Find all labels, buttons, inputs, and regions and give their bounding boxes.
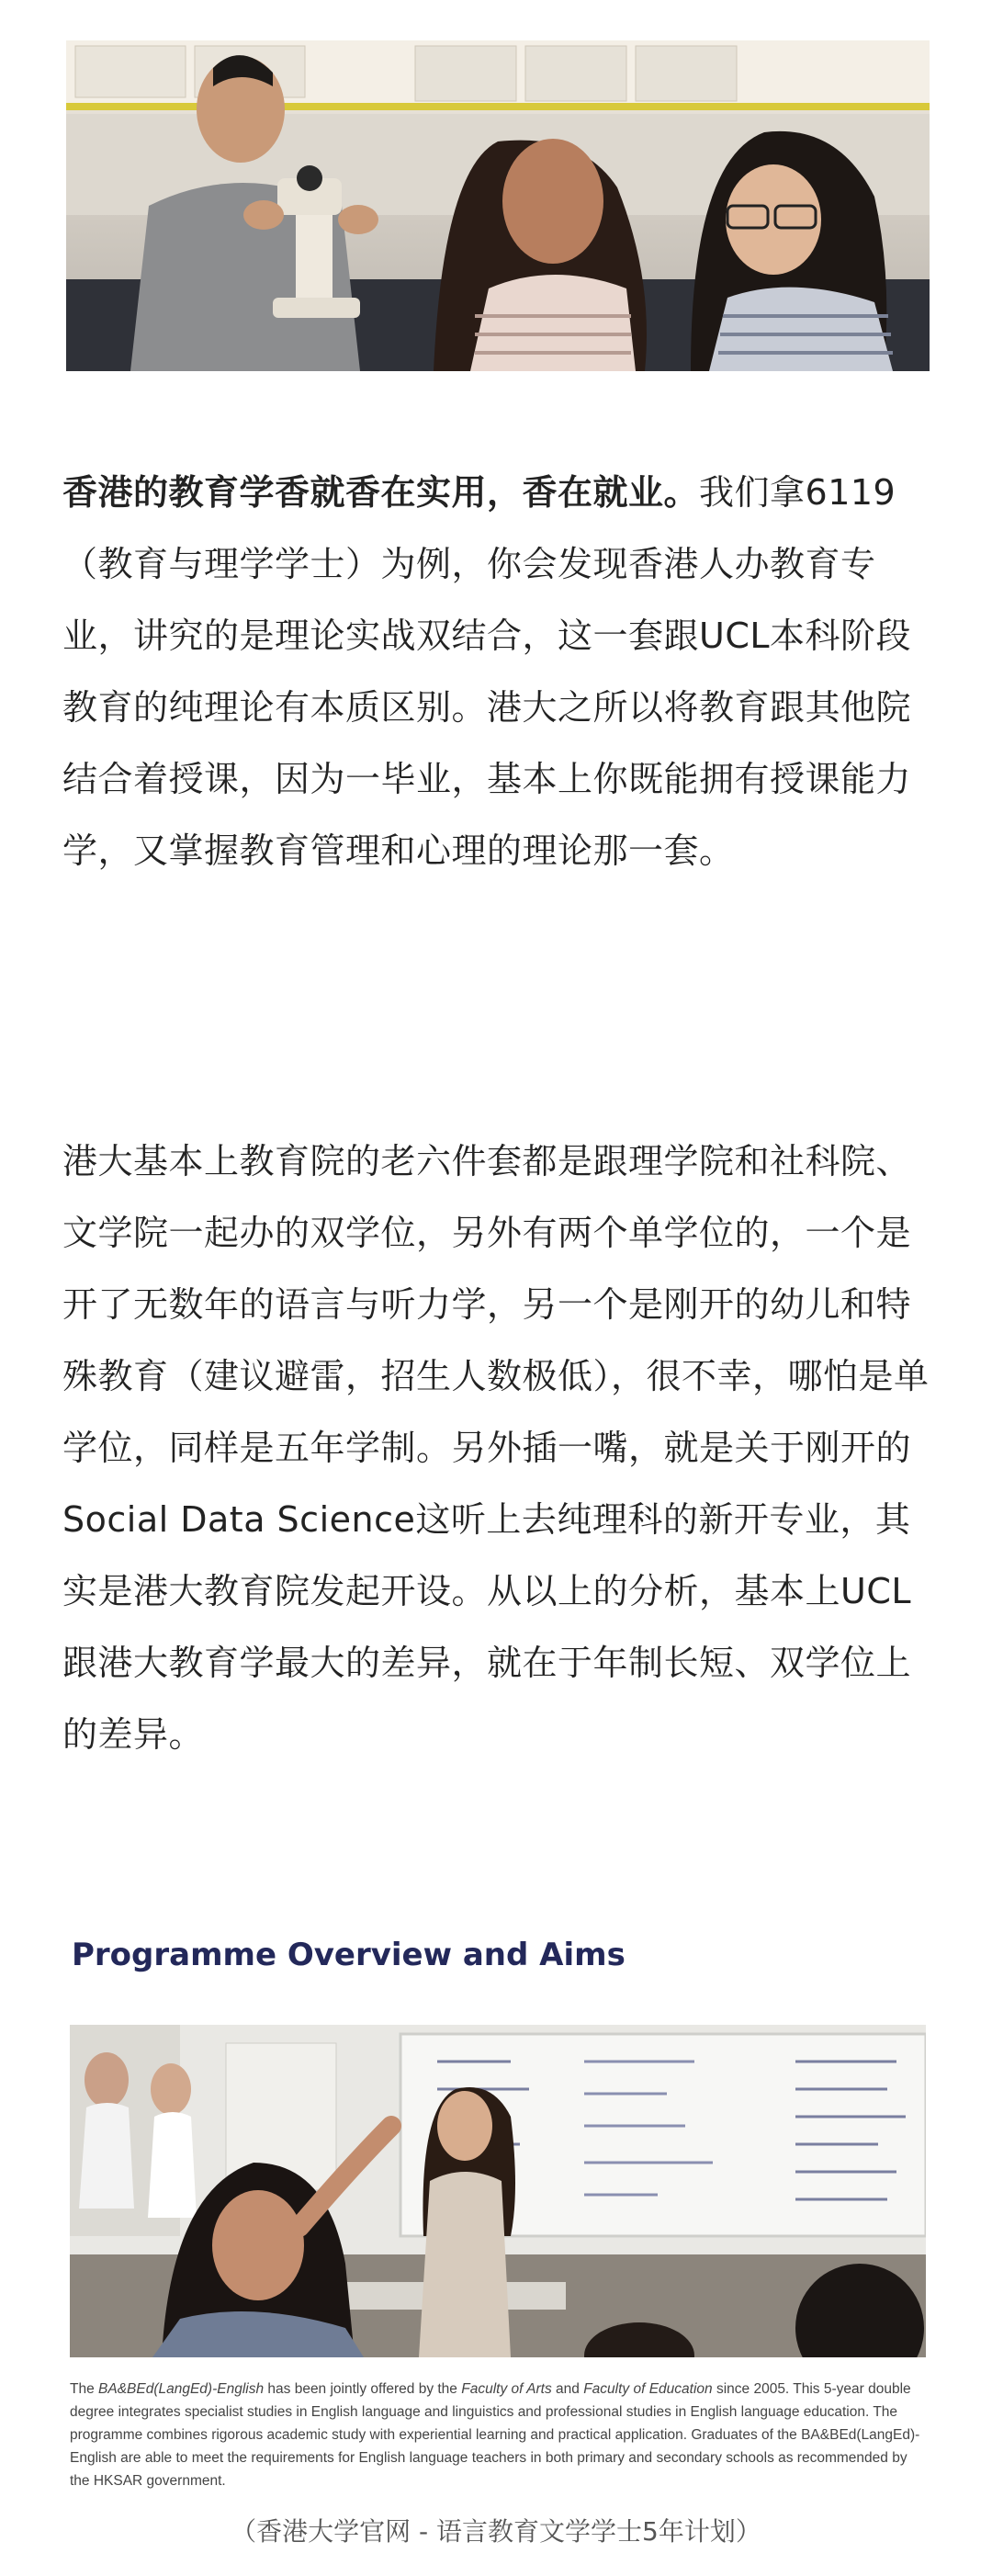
paragraph-intro-body: 我们拿6119（教育与理学学士）为例，你会发现香港人办教育专业，讲究的是理论实战双结合，这一套跟UCL本科阶段教育的纯理论有本质区别。港大之所以将教育跟其他院结合着授课，因为一毕业，基本上你既能拥有授课能力学，又掌握教育管理和心理的理论那一套。 [62, 472, 912, 871]
classroom-photo-illustration [70, 2025, 926, 2357]
paragraph-comparison [62, 1125, 933, 1770]
paragraph-intro [62, 457, 933, 887]
caption-programme-name: BA&BEd(LangEd)-English [98, 2381, 265, 2397]
caption-text: The [70, 2381, 99, 2397]
programme-caption [70, 2378, 926, 2492]
classroom-photo [70, 2025, 926, 2357]
caption-faculty-arts: Faculty of Arts [461, 2381, 552, 2397]
paragraph-intro-lead: 香港的教育学香就香在实用，香在就业。 [62, 472, 700, 513]
caption-text: since 2005. This 5-year double degree integrates specialist studies in English language and linguistics and professional studies in English language education. The programme combines rigorous academic study with experiential learning and practical application. Graduates of the BA&BEd(LangEd)-English are able to meet the requirements for English language teachers in both primary and secondary schools as recommended by the HKSAR government. [70, 2381, 920, 2489]
paragraph-comparison-body: 港大基本上教育院的老六件套都是跟理学院和社科院、文学院一起办的双学位，另外有两个单学位的，一个是开了无数年的语言与听力学，另一个是刚开的幼儿和特殊教育（建议避雷，招生人数极低），很不幸，哪怕是单学位，同样是五年学制。另外插一嘴，就是关于刚开的Social Data Science这听上去纯理科的新开专业，其实是港大教育院发起开设。从以上的分析，基本上UCL跟港大教育学最大的差异，就在于年制长短、双学位上的差异。 [62, 1141, 930, 1755]
lab-photo [66, 40, 930, 371]
source-note: （香港大学官网 - 语言教育文学学士5年计划） [231, 2516, 761, 2547]
caption-text: and [551, 2381, 584, 2397]
caption-faculty-education: Faculty of Education [583, 2381, 713, 2397]
section-title: Programme Overview and Aims [72, 1937, 626, 1973]
lab-photo-illustration [66, 40, 930, 371]
caption-text: has been jointly offered by the [264, 2381, 462, 2397]
